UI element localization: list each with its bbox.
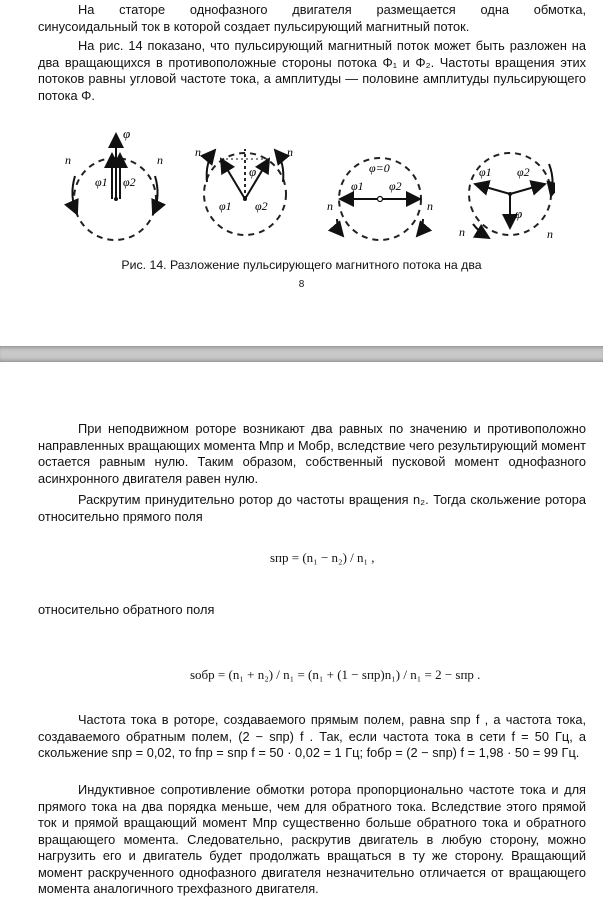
figure-panel-4 bbox=[459, 153, 553, 241]
figure-panel-3 bbox=[327, 158, 433, 240]
paragraph-stator-line1: На статоре однофазного двигателя размещается одна обмотка, bbox=[78, 2, 586, 17]
label-n-left: n bbox=[327, 199, 333, 213]
label-phi-zero: φ=0 bbox=[369, 161, 390, 175]
text-reverse-field-label: относительно обратного поля bbox=[38, 602, 215, 617]
label-phi1: φ1 bbox=[219, 199, 232, 213]
paragraph-frequency-text: Частота тока в роторе, создаваемого прямым полем, равна sпр f , а частота тока, создаваемого обратным полем, (2 − sпр) f . Так, если частота тока в сети f = 50 Гц, а скольжение sпр = 0,02, то fпр = sпр f = 50 · 0,02 = 1 Гц; fобр = (2 − sпр) f = 1,98 · 50 = 99 Гц. bbox=[38, 712, 586, 760]
paragraph-stator bbox=[38, 2, 586, 35]
formula-slip-reverse: sобр = (n₁ + n₂) / n₁ = (n₁ + (1 − sпр)n₁) / n₁ = 2 − sпр . bbox=[190, 667, 481, 682]
label-phi1: φ1 bbox=[95, 175, 108, 189]
paragraph-frequency bbox=[38, 712, 586, 762]
label-phi: φ bbox=[249, 164, 257, 179]
label-phi2: φ2 bbox=[517, 165, 530, 179]
label-phi2: φ2 bbox=[255, 199, 268, 213]
figure-panel-2 bbox=[195, 145, 293, 235]
paragraph-stator-line2: синусоидальный ток в которой создает пульсирующий магнитный поток. bbox=[38, 18, 470, 34]
label-n-right: n bbox=[427, 199, 433, 213]
figure-14-drawing bbox=[55, 124, 555, 254]
paragraph-torques-text: При неподвижном роторе возникают два равных по значению и противоположно направленных вращающих момента Mпр и Mобр, вследствие чего результирующий момент остается равным нулю. Таким образом, собственный пусковой момент однофазного асинхронного двигателя равен нулю. bbox=[38, 421, 586, 486]
label-n-left: n bbox=[459, 225, 465, 239]
text-reverse-field bbox=[38, 602, 586, 619]
label-phi2: φ2 bbox=[389, 179, 402, 193]
label-phi1: φ1 bbox=[479, 165, 492, 179]
paragraph-decomposition-text: На рис. 14 показано, что пульсирующий магнитный поток может быть разложен на два вращающихся в противоположные стороны потока Φ₁ и Φ₂. Частоты вращения этих потоков равны угловой частоте тока, а амплитуды — половине амплитуды пульсирующего потока Φ. bbox=[38, 38, 586, 103]
formula-slip-forward: sпр = (n₁ − n₂) / n₁ , bbox=[270, 550, 375, 565]
page-separator bbox=[0, 346, 603, 362]
label-n-right: n bbox=[157, 153, 163, 167]
page-2 bbox=[0, 362, 603, 910]
figure-caption: Рис. 14. Разложение пульсирующего магнитного потока на два bbox=[121, 258, 482, 272]
paragraph-inductance bbox=[38, 782, 586, 898]
label-n-right: n bbox=[547, 227, 553, 241]
paragraph-inductance-text: Индуктивное сопротивление обмотки ротора пропорционально частоте тока и для прямого тока на два порядка меньше, чем для обратного тока. Вследствие этого прямой ток и прямой вращающий момент Mпр существенно больше обратного тока и обратного вращающего момента. Следовательно, раскрутив двигатель в любую сторону, можно нагрузить его и двигатель будет продолжать вращаться в ту же сторону. Вращающий момент раскрученного однофазного двигателя незначительно отличается от вращающего момента аналогичного трехфазного двигателя. bbox=[38, 782, 586, 896]
page-number: 8 bbox=[298, 279, 305, 290]
label-phi2: φ2 bbox=[123, 175, 136, 189]
paragraph-decomposition bbox=[38, 38, 586, 104]
label-n-right: n bbox=[287, 145, 293, 159]
label-n-left: n bbox=[65, 153, 71, 167]
figure-panel-1 bbox=[65, 126, 163, 240]
paragraph-slip bbox=[38, 492, 586, 525]
figure-14 bbox=[55, 124, 555, 254]
label-phi: φ bbox=[515, 206, 523, 221]
page-1 bbox=[0, 0, 603, 346]
label-n-left: n bbox=[195, 145, 201, 159]
paragraph-torques bbox=[38, 421, 586, 487]
label-phi1: φ1 bbox=[351, 179, 364, 193]
paragraph-slip-text: Раскрутим принудительно ротор до частоты вращения n₂. Тогда скольжение ротора относительно прямого поля bbox=[38, 492, 586, 524]
label-phi: φ bbox=[123, 126, 131, 141]
